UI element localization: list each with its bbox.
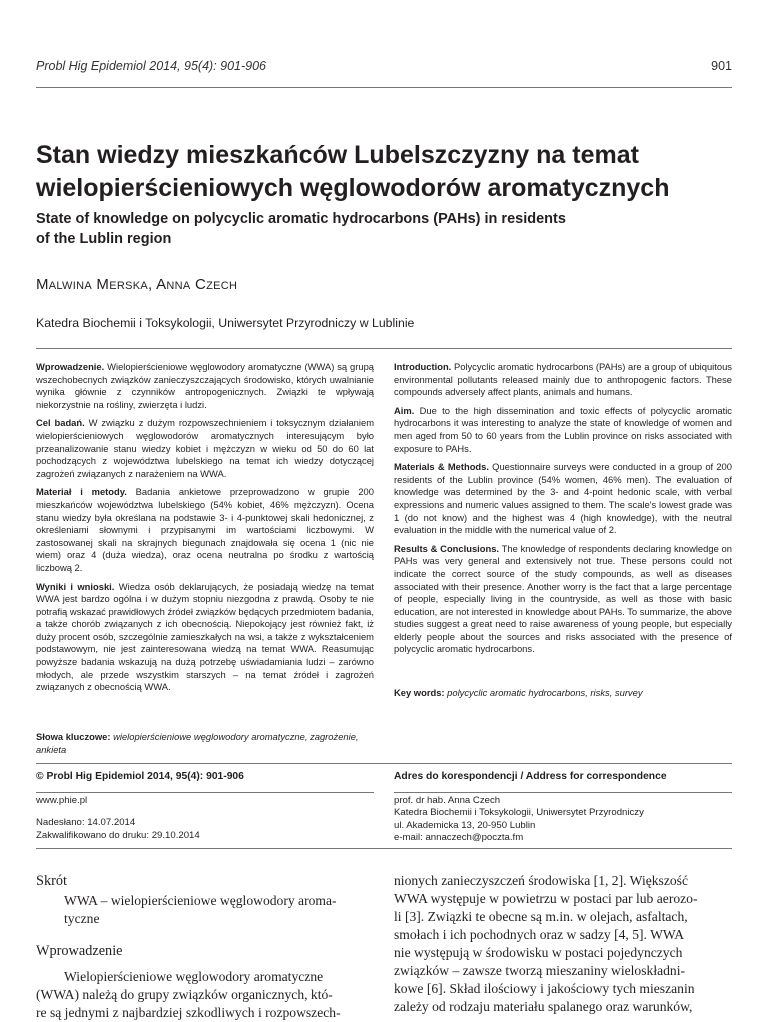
paragraph-label: Results & Conclusions. [394, 542, 500, 554]
title-line: Stan wiedzy mieszkańców Lubelszczyzny na temat [36, 141, 639, 169]
body-line: re są jednymi z najbardziej szkodliwych i rozpowszech- [36, 1005, 341, 1020]
correspondence-line: prof. dr hab. Anna Czech [394, 794, 501, 806]
affiliation: Katedra Biochemii i Toksykologii, Uniwersytet Przyrodniczy w Lublinie [36, 316, 415, 330]
paragraph-label: Introduction. [394, 361, 452, 372]
body-line: smołach i ich pochodnych oraz w sadzy [4, 5]. WWA [394, 927, 685, 942]
body-line: nionych zanieczyszczeń środowiska [1, 2]. Większość [394, 873, 689, 888]
keywords-label: Key words: [394, 687, 445, 698]
info-top-rule [36, 763, 732, 764]
accepted-date: Zakwalifikowano do druku: 29.10.2014 [36, 829, 200, 841]
info-bottom-rule [36, 848, 732, 849]
article-subtitle [36, 209, 736, 249]
article-title [36, 139, 736, 205]
body-line: zależy od rodzaju materiału spalanego oraz warunków, [394, 999, 693, 1014]
authors: Malwina Merska, Anna Czech [36, 276, 238, 293]
paragraph-label: Cel badań. [36, 417, 85, 429]
body-line: tyczne [64, 911, 100, 926]
paragraph-text: Due to the high dissemination and toxic effects of polycyclic aromatic hydrocarbons it was interesting to analyze the state of knowledge of women and men aged from 50 to 60 years from the Lublin province on risks associated with exposure to PAHs. [394, 404, 732, 454]
header-rule [36, 87, 732, 88]
paragraph-text: Questionnaire surveys were conducted in a group of 200 residents of the Lublin province (54% women, 46% men). The evaluation of knowledge was determined by the 3- and 4-point hedonic scale, with verbal expressions and numeric values assigned to them. The scale's lowest grade was 1 (do not know) and the highest was 4 (high knowledge), with the neutral evaluation in the middle with the numerical value of 2. [394, 461, 732, 536]
received-date: Nadesłano: 14.07.2014 [36, 817, 136, 829]
paragraph-label: Wprowadzenie. [36, 361, 105, 372]
body-line: WWA – wielopierścieniowe węglowodory aroma- [64, 893, 337, 908]
abstract-paragraph [394, 361, 732, 399]
abstract-polish [36, 361, 374, 700]
abstract-paragraph [36, 361, 374, 411]
subtitle-line: State of knowledge on polycyclic aromatic hydrocarbons (PAHs) in residents [36, 211, 566, 227]
introduction-heading: Wprowadzenie [36, 943, 123, 959]
page-number: 901 [711, 59, 732, 73]
body-line: li [3]. Związki te obecne są m.in. w olejach, asfaltach, [394, 909, 688, 924]
info-divider-left [36, 792, 374, 793]
correspondence-email[interactable]: e-mail: annaczech@poczta.fm [394, 832, 524, 844]
keywords-polish [36, 731, 374, 756]
body-line: Wielopierścieniowe węglowodory aromatyczne [64, 969, 324, 984]
abstract-rule [36, 348, 732, 349]
paragraph-text: Badania ankietowe przeprowadzono w grupie 200 mieszkańców województwa lubelskiego (54% kobiet, 46% mężczyzn). Ocena stanu wiedzy była określana na podstawie 3- i 4-punktowej skali hedonicznej, z określeniami słownymi i przypisanymi im wartościami liczbowymi. W zastosowanej skali na skrajnych biegunach znajdowała się ocena 1 (nic nie wiem) oraz 4 (duża wiedza), oraz ocena neutralna po środku z wartością liczbową 2. [36, 486, 374, 573]
keywords-english [394, 687, 732, 700]
paragraph-label: Materials & Methods. [394, 461, 489, 473]
abbreviations-heading: Skrót [36, 873, 67, 889]
keywords-text: polycyclic aromatic hydrocarbons, risks, survey [444, 687, 643, 698]
keywords-label: Słowa kluczowe: [36, 731, 111, 742]
abstract-paragraph [36, 417, 374, 480]
correspondence-line: Katedra Biochemii i Toksykologii, Uniwersytet Przyrodniczy [394, 807, 644, 819]
body-line: kowe [6]. Skład ilościowy i jakościowy tych mieszanin [394, 981, 695, 996]
journal-website[interactable]: www.phie.pl [36, 794, 88, 806]
page-header [36, 59, 732, 79]
title-line: wielopierścieniowych węglowodorów aromatycznych [36, 174, 670, 202]
paragraph-label: Wyniki i wnioski. [36, 580, 115, 592]
body-column-left [36, 872, 374, 1022]
keywords-text: wielopierścieniowe węglowodory aromatyczne, zagrożenie, ankieta [36, 731, 359, 755]
abstract-paragraph [394, 461, 732, 537]
paragraph-label: Aim. [394, 404, 415, 416]
correspondence-line: ul. Akademicka 13, 20-950 Lublin [394, 819, 536, 831]
body-line: (WWA) należą do grupy związków organicznych, któ- [36, 987, 333, 1002]
paragraph-label: Materiał i metody. [36, 486, 127, 498]
abstract-paragraph [36, 581, 374, 694]
info-divider-right [394, 792, 732, 793]
body-line: związków – zawsze tworzą mieszaniny wieloskładni- [394, 963, 686, 978]
body-column-right [394, 872, 732, 1016]
paragraph-text: Wiedza osób deklarujących, że posiadają wiedzę na temat WWA jest bardzo ogólna i w dużym stopniu niezgodna z prawdą. Osoby te nie potrafią wskazać prawidłowych źródeł związków będących przedmiotem badania, a także chorób związanych z ich obecnością. Niepokojący jest również fakt, iż duży procent osób, szczególnie zamieszkałych na wsi, a także z wykształceniem podstawowym, nie jest zainteresowana wiedzą na temat WWA. Reasumując powyższe badania wskazują na dużą potrzebę uświadamiania ludzi – zarówno młodych, ale przede wszystkim starszych – na temat źródeł i zagrożeń związanych z obecnością WWA. [36, 580, 374, 693]
body-line: nie występują w środowisku w postaci pojedynczych [394, 945, 683, 960]
paragraph-text: Wielopierścieniowe węglowodory aromatyczne (WWA) są grupą wszechobecnych związków zanieczyszczających środowisko, których uwalnianie wynika głównie z czynników antropogenicznych. Związki te wpływają niekorzystnie na rośliny, zwierzęta i ludzi. [36, 361, 374, 410]
correspondence-info [394, 771, 732, 845]
abstract-english [394, 361, 732, 662]
abstract-paragraph [36, 486, 374, 574]
running-head: Probl Hig Epidemiol 2014, 95(4): 901-906 [36, 59, 266, 73]
abstract-paragraph [394, 543, 732, 656]
paragraph-text: The knowledge of respondents declaring knowledge on PAHs was very general and extensively not true. These persons could not indicate the correct source of the study compounds, as well as diseases associated with their presence. Another worry is the fact that a large percentage of people, especially living in the countryside, as well as those with basic education, are not interested in knowledge about PAHs. To summarize, the above studies suggest a great need to raise awareness of young people, but especially elderly people about the sources and risks associated with the presence of polycyclic aromatic hydrocarbons. [394, 542, 732, 655]
correspondence-title: Adres do korespondencji / Address for correspondence [394, 771, 667, 782]
body-line: WWA występuje w powietrzu w postaci par lub aerozo- [394, 891, 698, 906]
paragraph-text: Polycyclic aromatic hydrocarbons (PAHs) are a group of ubiquitous environmental pollutants released mainly due to anthropogenic factors. These compounds adversely affect plants, animals and humans. [394, 361, 732, 398]
copyright-line: © Probl Hig Epidemiol 2014, 95(4): 901-906 [36, 771, 244, 782]
subtitle-line: of the Lublin region [36, 231, 172, 247]
paragraph-text: W związku z dużym rozpowszechnieniem i toksycznym działaniem wielopierścieniowych węglowodorów aromatycznych interesującym było przeanalizowanie stanu wiedzy kobiet i mężczyzn w wieku od 50 do 60 lat pochodzących z województwa lubelskiego na temat ich wiedzy dotyczącej zagrożeń związanych z narażeniem na WWA. [36, 417, 374, 479]
abstract-paragraph [394, 405, 732, 455]
journal-info [36, 771, 374, 842]
